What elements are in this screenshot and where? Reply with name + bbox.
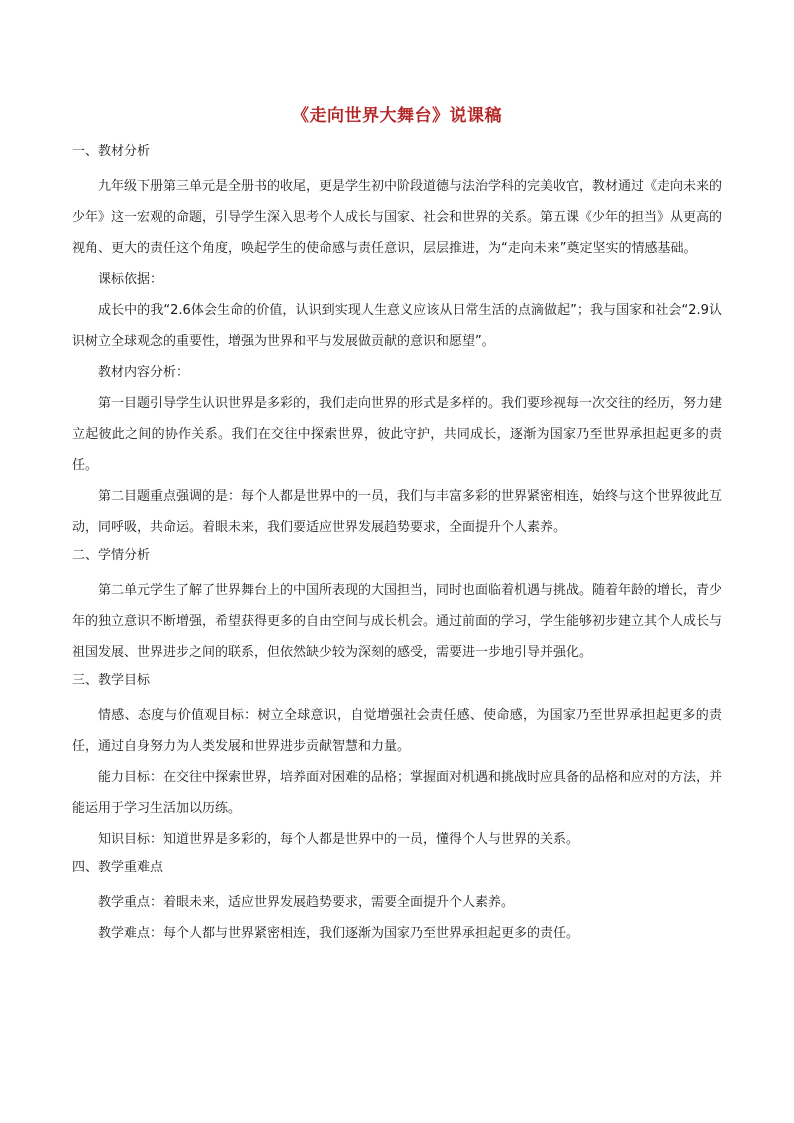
section-heading: 一、教材分析 xyxy=(72,144,151,159)
paragraph: 教学难点：每个人都与世界紧密相连，我们逐渐为国家乃至世界承担起更多的责任。 xyxy=(98,926,580,941)
section-key-difficult-points xyxy=(72,857,722,949)
paragraph: 成长中的我“2.6体会生命的价值，认识到实现人生意义应该从日常生活的点滴做起”；我与国家和社会“2.9认识树立全球观念的重要性，增强为世界和平与发展做贡献的意识和愿望”。 xyxy=(72,303,722,349)
paragraph: 九年级下册第三单元是全册书的收尾，更是学生初中阶段道德与法治学科的完美收官，教材通过《走向未来的少年》这一宏观的命题，引导学生深入思考个人成长与国家、社会和世界的关系。第五课《少年的担当》从更高的视角、更大的责任这个角度，唤起学生的使命感与责任意识，层层推进，为“走向未来”奠定坚实的情感基础。 xyxy=(72,179,723,256)
section-heading: 三、教学目标 xyxy=(72,673,151,688)
paragraph: 第一目题引导学生认识世界是多彩的，我们走向世界的形式是多样的。我们要珍视每一次交往的经历，努力建立起彼此之间的协作关系。我们在交往中探索世界，彼此守护，共同成长，逐渐为国家乃至世界承担起更多的责任。 xyxy=(72,396,723,473)
document-title: 《走向世界大舞台》说课稿 xyxy=(292,106,502,126)
section-heading: 四、教学重难点 xyxy=(72,860,164,875)
paragraph: 教学重点：着眼未来，适应世界发展趋势要求，需要全面提升个人素养。 xyxy=(98,895,515,910)
section-heading: 二、学情分析 xyxy=(72,548,151,563)
subheading-curriculum-basis: 课标依据： xyxy=(98,272,164,287)
paragraph: 知识目标：知道世界是多彩的，每个人都是世界中的一员，懂得个人与世界的关系。 xyxy=(98,832,580,847)
section-student-analysis xyxy=(72,545,722,668)
paragraph: 能力目标：在交往中探索世界，培养面对困难的品格；掌握面对机遇和挑战时应具备的品格和应对的方法，并能运用于学习生活加以历练。 xyxy=(72,770,723,816)
paragraph: 情感、态度与价值观目标：树立全球意识，自觉增强社会责任感、使命感，为国家乃至世界承担起更多的责任，通过自身努力为人类发展和世界进步贡献智慧和力量。 xyxy=(72,708,722,754)
section-teaching-objectives xyxy=(72,670,722,855)
subheading-content-analysis: 教材内容分析： xyxy=(98,365,190,380)
paragraph: 第二目题重点强调的是：每个人都是世界中的一员，我们与丰富多彩的世界紧密相连，始终与这个世界彼此互动，同呼吸，共命运。着眼未来，我们要适应世界发展趋势要求，全面提升个人素养。 xyxy=(72,489,723,535)
paragraph: 第二单元学生了解了世界舞台上的中国所表现的大国担当，同时也面临着机遇与挑战。随着年龄的增长，青少年的独立意识不断增强，希望获得更多的自由空间与成长机会。通过前面的学习，学生能够初步建立其个人成长与祖国发展、世界进步之间的联系，但依然缺少较为深刻的感受，需要进一步地引导并强化。 xyxy=(72,583,723,660)
section-textbook-analysis xyxy=(72,141,722,543)
